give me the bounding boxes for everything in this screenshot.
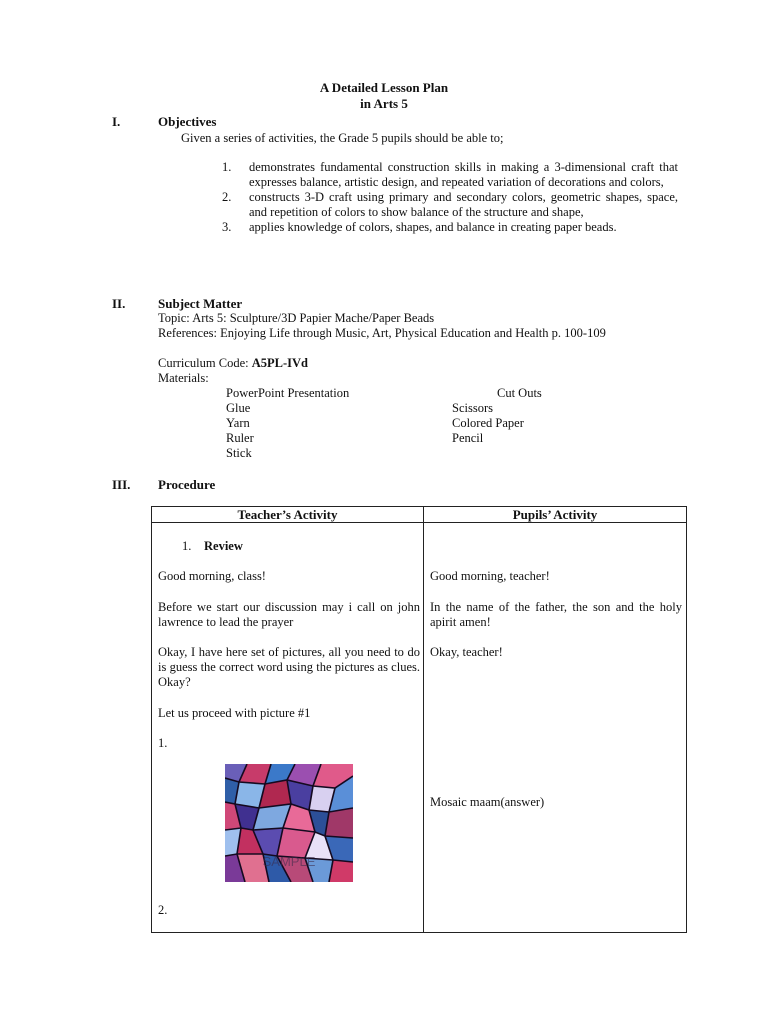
references-line: References: Enjoying Life through Music, Art, Physical Education and Health p. 100-109 [158, 326, 606, 340]
review-number: 1. [182, 539, 192, 553]
table-row [152, 523, 687, 933]
teacher-activity-cell [152, 523, 424, 933]
picture-number-2: 2. [158, 903, 168, 917]
section-number-procedure: III. [112, 477, 131, 492]
objectives-list [222, 160, 678, 235]
procedure-table [151, 506, 687, 933]
material-item: Colored Paper [452, 416, 524, 430]
section-title-subject-matter: Subject Matter [158, 296, 243, 311]
materials-label: Materials: [158, 371, 209, 385]
picture-number-1: 1. [158, 736, 168, 750]
objective-number: 3. [222, 220, 232, 234]
pupils-okay: Okay, teacher! [430, 645, 503, 659]
mosaic-watermark: SAMPLE [262, 854, 316, 869]
objective-text: demonstrates fundamental construction skills in making a 3-dimensional craft that expresses balance, artistic design, and repeated variation of decorations and colors, [249, 160, 678, 189]
objective-text: constructs 3-D craft using primary and secondary colors, geometric shapes, space, and repetition of colors to show balance of the structure and shape, [249, 190, 678, 219]
section-title-objectives: Objectives [158, 114, 217, 129]
teacher-proceed: Let us proceed with picture #1 [158, 706, 311, 720]
mosaic-image [225, 764, 353, 882]
objective-item [222, 220, 678, 235]
objective-text: applies knowledge of colors, shapes, and balance in creating paper beads. [249, 220, 617, 234]
pupils-prayer: In the name of the father, the son and the holy apirit amen! [430, 600, 682, 629]
teacher-prayer: Before we start our discussion may i call on john lawrence to lead the prayer [158, 600, 420, 629]
section-number-subject-matter: II. [112, 296, 126, 311]
material-item: Scissors [452, 401, 493, 415]
curriculum-label: Curriculum Code: [158, 356, 252, 370]
section-title-procedure: Procedure [158, 477, 216, 492]
page-title: A Detailed Lesson Plan [319, 80, 449, 95]
objective-item [222, 160, 678, 190]
review-label: Review [204, 539, 243, 553]
pupils-greeting: Good morning, teacher! [430, 569, 550, 583]
material-item: Yarn [226, 416, 250, 430]
material-item: Pencil [452, 431, 484, 445]
curriculum-line [158, 356, 678, 371]
section-number-objectives: I. [112, 114, 121, 129]
curriculum-code: A5PL-IVd [251, 356, 309, 370]
column-header-pupils: Pupils’ Activity [424, 507, 687, 523]
pupils-activity-cell [424, 523, 687, 933]
objectives-intro: Given a series of activities, the Grade 5 pupils should be able to; [181, 131, 504, 145]
pupils-answer: Mosaic maam(answer) [430, 795, 545, 809]
topic-line: Topic: Arts 5: Sculpture/3D Papier Mache/Paper Beads [158, 311, 435, 325]
material-item: PowerPoint Presentation [226, 386, 350, 400]
material-item: Ruler [226, 431, 254, 445]
material-item: Stick [226, 446, 252, 460]
material-item: Glue [226, 401, 251, 415]
teacher-pictures-instruction: Okay, I have here set of pictures, all you need to do is guess the correct word using the pictures as clues. Okay? [158, 645, 420, 689]
objective-item [222, 190, 678, 220]
table-header-row [152, 507, 687, 523]
column-header-teacher: Teacher’s Activity [152, 507, 424, 523]
teacher-greeting: Good morning, class! [158, 569, 266, 583]
objective-number: 2. [222, 190, 232, 204]
page-subtitle: in Arts 5 [360, 96, 408, 111]
material-item: Cut Outs [497, 386, 542, 400]
mosaic-picture [225, 764, 353, 882]
objective-number: 1. [222, 160, 232, 174]
